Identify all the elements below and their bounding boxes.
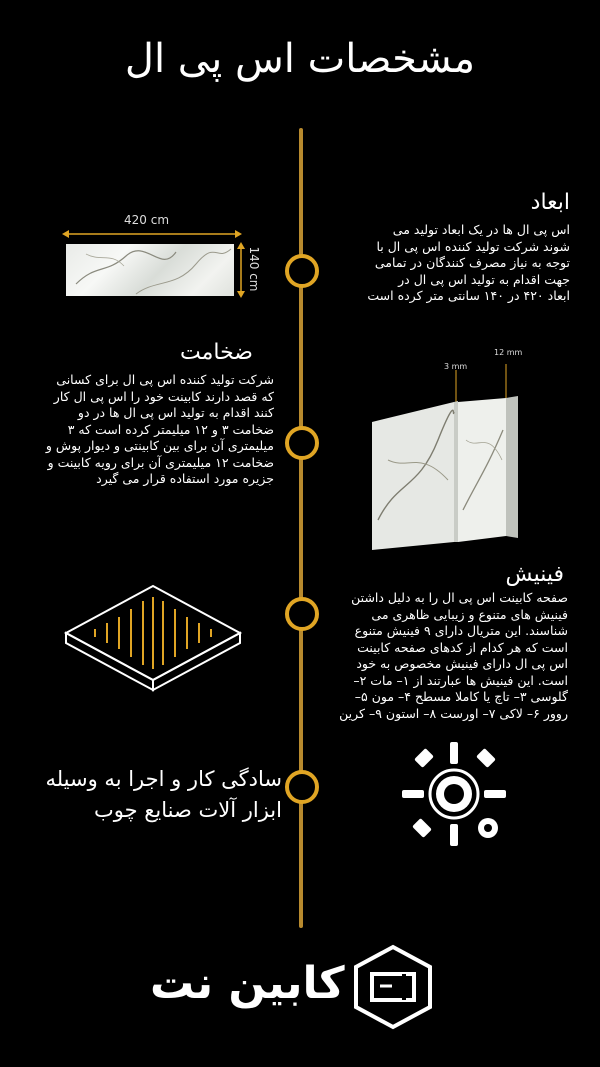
page-title: مشخصات اس پی ال xyxy=(124,36,476,82)
ease-text: سادگی کار و اجرا به وسیله ابزار آلات صنایع چوب xyxy=(45,767,282,822)
finish-heading: فینیش xyxy=(505,562,564,587)
timeline-line xyxy=(299,128,303,928)
marble-slab xyxy=(66,244,234,296)
width-label: 420 cm xyxy=(124,213,170,227)
dimensions-text: اس پی ال ها در یک ابعاد تولید می شوند شرکت تولید کننده اس پی ال با توجه به نیاز مصرف کنندگان در تمامی جهت اقدام به تولید اس پی ال در ابعاد ۴۲۰ در ۱۴۰ سانتی متر کرده است xyxy=(367,222,570,303)
dimensions-heading: ابعاد xyxy=(530,190,570,215)
finish-text: صفحه کابینت اس پی ال را به دلیل داشتن فینیش های متنوع و زیبایی ظاهری می شناسند. این متریال دارای ۹ فینیش متنوع است که هر کدام از کدهای صفحه کابینت اس پی ال دارای فینیش مخصوص به خود است. این فینیش ها عبارتند از ۱– مات ۲– گلوسی ۳– تاچ یا کاملا مسطح ۴– مون ۵– روور ۶– لاکی ۷– اورست ۸– استون ۹– کرین xyxy=(339,590,568,721)
height-label: 140 cm xyxy=(247,246,261,292)
timeline-node-ease xyxy=(285,770,319,804)
timeline-node-thickness xyxy=(285,426,319,460)
brand-logo-icon xyxy=(350,944,436,1030)
thickness-slabs xyxy=(368,360,548,555)
width-arrow xyxy=(62,228,242,240)
woodworking-tools-icon xyxy=(398,738,510,850)
brand-name: کابین نت xyxy=(150,958,345,1009)
thickness-text: شرکت تولید کننده اس پی ال برای کسانی که قصد دارند کابینت خود را اس پی ال کار کنند اقدام به تولید اس پی ال ها در دو ضخامت ۳ و ۱۲ میلیمتر کرده است که ۳ میلیمتری آن برای بین کابینتی و دیوار پوش و ضخامت ۱۲ میلیمتری آن برای رویه کابینت و جزیره مورد استفاده قرار می گیرد xyxy=(45,372,274,486)
height-arrow xyxy=(236,242,246,298)
finish-board-icon xyxy=(62,583,244,693)
thick-label: 12 mm xyxy=(494,348,523,357)
thin-label: 3 mm xyxy=(444,362,468,371)
thickness-heading: ضخامت xyxy=(180,340,253,365)
